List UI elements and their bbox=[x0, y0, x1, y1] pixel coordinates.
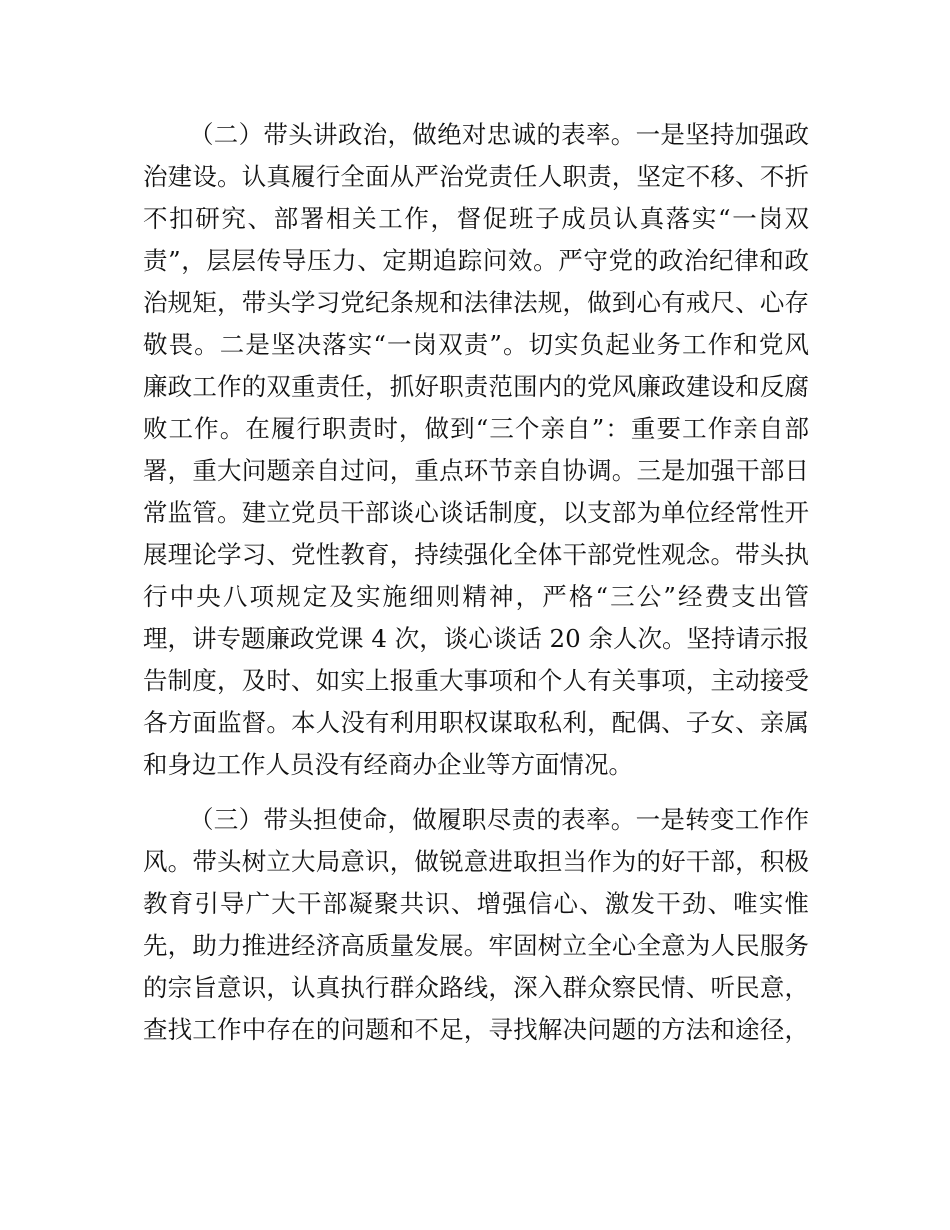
text-line: 理，讲专题廉政党课 4 次，谈心谈话 20 余人次。坚持请示报 bbox=[143, 624, 809, 653]
text-line: （三）带头担使命，做履职尽责的表率。一是转变工作作 bbox=[189, 805, 809, 834]
text-line: 各方面监督。本人没有利用职权谋取私利，配偶、子女、亲属 bbox=[143, 708, 809, 737]
text-line: （二）带头讲政治，做绝对忠诚的表率。一是坚持加强政 bbox=[189, 120, 809, 149]
text-line: 署，重大问题亲自过问，重点环节亲自协调。三是加强干部日 bbox=[143, 456, 809, 485]
text-line: 查找工作中存在的问题和不足，寻找解决问题的方法和途径， bbox=[143, 1015, 809, 1044]
text-line: 行中央八项规定及实施细则精神，严格“三公”经费支出管 bbox=[143, 582, 809, 611]
text-line: 敬畏。二是坚决落实“一岗双责”。切实负起业务工作和党风 bbox=[143, 330, 809, 359]
text-line: 教育引导广大干部凝聚共识、增强信心、激发干劲、唯实惟 bbox=[143, 889, 809, 918]
text-line: 不扣研究、部署相关工作，督促班子成员认真落实“一岗双 bbox=[143, 204, 809, 233]
text-line: 治建设。认真履行全面从严治党责任人职责，坚定不移、不折 bbox=[143, 162, 809, 191]
text-line: 败工作。在履行职责时，做到“三个亲自”：重要工作亲自部 bbox=[143, 414, 809, 443]
text-line: 风。带头树立大局意识，做锐意进取担当作为的好干部，积极 bbox=[143, 847, 809, 876]
text-line: 的宗旨意识，认真执行群众路线，深入群众察民情、听民意， bbox=[143, 973, 809, 1002]
text-line: 和身边工作人员没有经商办企业等方面情况。 bbox=[143, 750, 633, 779]
text-line: 先，助力推进经济高质量发展。牢固树立全心全意为人民服务 bbox=[143, 931, 809, 960]
text-line: 廉政工作的双重责任，抓好职责范围内的党风廉政建设和反腐 bbox=[143, 372, 809, 401]
text-line: 展理论学习、党性教育，持续强化全体干部党性观念。带头执 bbox=[143, 540, 809, 569]
text-line: 常监管。建立党员干部谈心谈话制度，以支部为单位经常性开 bbox=[143, 498, 809, 527]
text-line: 责”，层层传导压力、定期追踪问效。严守党的政治纪律和政 bbox=[143, 246, 809, 275]
text-line: 告制度，及时、如实上报重大事项和个人有关事项，主动接受 bbox=[143, 666, 809, 695]
text-line: 治规矩，带头学习党纪条规和法律法规，做到心有戒尺、心存 bbox=[143, 288, 809, 317]
